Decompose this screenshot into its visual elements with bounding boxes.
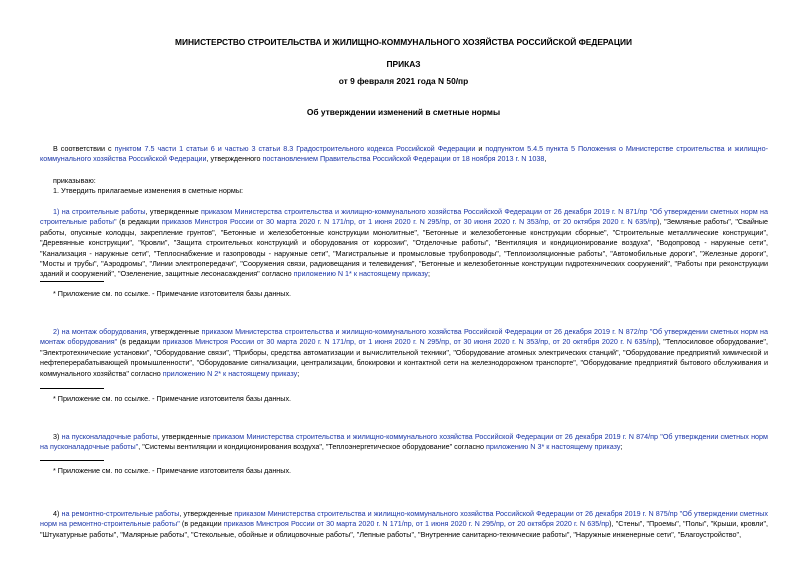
footnote-divider [40, 388, 104, 389]
footnote-divider [40, 281, 104, 282]
link-order-872[interactable]: приказом Министерства строительства и жилищно-коммунального хозяйства Российской Федерации от 26 декабря 2019 г. N 872/пр "Об утверждении сметных норм на монтаж оборудования" [40, 327, 768, 347]
item-1-text: 1. Утвердить прилагаемые изменения в сметные нормы: [53, 186, 244, 195]
footnote-divider [40, 460, 104, 461]
link-construction-works[interactable]: 1) на строительные работы [53, 207, 146, 216]
footnote-1: * Приложение см. по ссылке. - Примечание изготовителя базы данных. [53, 289, 292, 298]
link-order-amendments-4[interactable]: приказов Минстроя России от 30 марта 2020 г. N 171/пр, от 1 июня 2020 г. N 295/пр, от 20 октября 2020 г. N 635/пр [223, 519, 610, 529]
link-ministry-regulation[interactable]: постановлением Правительства Российской Федерации от 18 ноября 2013 г. N 1038 [262, 154, 545, 164]
footnote-2: * Приложение см. по ссылке. - Примечание изготовителя базы данных. [53, 394, 292, 403]
subitem-3-paragraph: 3) на пусконаладочные работы, утвержденные приказом Министерства строительства и жилищно-коммунального хозяйства Российской Федерации от 26 декабря 2019 г. N 874/пр "Об утверждении сметных норм на пусконаладочные работы", "Системы вентиляции и кондиционирования воздуха", "Теплоэнергетическое оборудование" согласно приложению N 3* к настоящему приказу; [40, 432, 768, 452]
link-repair-works[interactable]: на ремонтно-строительные работы [61, 509, 180, 518]
link-order-874[interactable]: приказом Министерства строительства и жилищно-коммунального хозяйства Российской Федерации от 26 декабря 2019 г. N 874/пр "Об утверждении сметных норм на пусконаладочные работы" [40, 432, 768, 452]
preamble-paragraph: В соответствии с пунктом 7.5 части 1 статьи 6 и частью 3 статьи 8.3 Градостроительного кодекса Российской Федерации и подпунктом 5.4.5 пункта 5 Положения о Министерстве строительства и жилищно-коммунального хозяйства Российской Федерации, утвержденного постановлением Правительства Российской Федерации от 18 ноября 2013 г. N 1038, [40, 144, 768, 164]
doc-type: ПРИКАЗ [386, 59, 421, 69]
footnote-3: * Приложение см. по ссылке. - Примечание изготовителя базы данных. [53, 466, 292, 475]
link-point-7-5[interactable]: пунктом 7.5 части 1 статьи 6 и частью 3 статьи 8.3 Градостроительного кодекса Российской Федерации [114, 144, 476, 153]
doc-date-number: от 9 февраля 2021 года N 50/пр [338, 76, 469, 86]
link-order-amendments-1[interactable]: приказов Минстроя России от 30 марта 2020 г. N 171/пр, от 1 июня 2020 г. N 295/пр, от 30 июня 2020 г. N 353/пр, от 20 октября 2020 г. N 635/пр [161, 217, 658, 227]
link-appendix-2[interactable]: приложению N 2* к настоящему приказу [162, 368, 298, 378]
link-commissioning-works[interactable]: на пусконаладочные работы [61, 432, 158, 441]
subitem-4-paragraph: 4) на ремонтно-строительные работы, утвержденные приказом Министерства строительства и жилищно-коммунального хозяйства Российской Федерации от 26 декабря 2019 г. N 875/пр "Об утверждении сметных норм на ремонтно-строительные работы" (в редакции приказов Минстроя России от 30 марта 2020 г. N 171/пр, от 1 июня 2020 г. N 295/пр, от 20 октября 2020 г. N 635/пр), "Стены", "Проемы", "Полы", "Крыши, кровли", "Штукатурные работы", "Малярные работы", "Стекольные, обойные и облицовочные работы", "Лепные работы", "Внутренние санитарно-технические работы", "Наружные инженерные сети", "Благоустройство", [40, 509, 768, 539]
link-order-875[interactable]: приказом Министерства строительства и жилищно-коммунального хозяйства Российской Федерации от 26 декабря 2019 г. N 875/пр "Об утверждении сметных норм на ремонтно-строительные работы" [40, 509, 768, 529]
link-appendix-3[interactable]: приложению N 3* к настоящему приказу [486, 442, 621, 452]
subitem-1-paragraph: 1) на строительные работы, утвержденные приказом Министерства строительства и жилищно-коммунального хозяйства Российской Федерации от 26 декабря 2019 г. N 871/пр "Об утверждении сметных норм на строительные работы" (в редакции приказов Минстроя России от 30 марта 2020 г. N 171/пр, от 1 июня 2020 г. N 295/пр, от 30 июня 2020 г. N 353/пр, от 20 октября 2020 г. N 635/пр), "Земляные работы", "Свайные работы, опускные колодцы, закрепление грунтов", "Бетонные и железобетонные конструкции монолитные", "Бетонные и железобетонные конструкции сборные", "Строительные металлические конструкции", "Деревянные конструкции", "Кровли", "Защита строительных конструкций и оборудования от коррозии", "Отделочные работы", "Вентиляция и кондиционирование воздуха", "Водопровод - наружные сети", "Канализация - наружные сети", "Теплоснабжение и газопроводы - наружные сети", "Магистральные и промысловые трубопроводы", "Теплоизоляционные работы", "Автомобильные дороги", "Железные дороги", "Мосты и трубы", "Аэродромы", "Линии электропередачи", "Сооружения связи, радиовещания и телевидения", "Бетонные и железобетонные конструкции гидротехнических сооружений", "Работы при реконструкции зданий и сооружений", "Озеленение, защитные лесонасаждения" согласно приложению N 1* к настоящему приказу; [40, 207, 768, 279]
link-order-871[interactable]: приказом Министерства строительства и жилищно-коммунального хозяйства Российской Федерации от 26 декабря 2019 г. N 871/пр "Об утверждении сметных норм на строительные работы" [40, 207, 768, 227]
link-equipment-installation[interactable]: 2) на монтаж оборудования [53, 327, 147, 336]
link-appendix-1[interactable]: приложению N 1* к настоящему приказу [293, 269, 429, 279]
order-word: приказываю: [53, 176, 96, 185]
ministry-title: МИНИСТЕРСТВО СТРОИТЕЛЬСТВА И ЖИЛИЩНО-КОММУНАЛЬНОГО ХОЗЯЙСТВА РОССИЙСКОЙ ФЕДЕРАЦИИ [175, 37, 632, 47]
link-order-amendments-2[interactable]: приказов Минстроя России от 30 марта 2020 г. N 171/пр, от 1 июня 2020 г. N 295/пр, от 30 июня 2020 г. N 353/пр, от 20 октября 2020 г. N 635/пр [162, 337, 657, 347]
subitem-2-paragraph: 2) на монтаж оборудования, утвержденные приказом Министерства строительства и жилищно-коммунального хозяйства Российской Федерации от 26 декабря 2019 г. N 872/пр "Об утверждении сметных норм на монтаж оборудования" (в редакции приказов Минстроя России от 30 марта 2020 г. N 171/пр, от 1 июня 2020 г. N 295/пр, от 30 июня 2020 г. N 353/пр, от 20 октября 2020 г. N 635/пр), "Теплосиловое оборудование", "Электротехнические установки", "Оборудование связи", "Приборы, средства автоматизации и вычислительной техники", "Оборудование атомных электрических станций", "Оборудование предприятий химической и нефтеперерабатывающей промышленности", "Оборудование сигнализации, централизации, блокировки и контактной сети на железнодорожном транспорте", "Оборудование предприятий бытового обслуживания и коммунального хозяйства" согласно приложению N 2* к настоящему приказу; [40, 327, 768, 378]
link-urban-code[interactable]: подпунктом 5.4.5 пункта 5 Положения о Министерстве строительства и жилищно-коммунального хозяйства Российской Федерации [40, 144, 768, 164]
doc-subject: Об утверждении изменений в сметные нормы [306, 107, 501, 117]
